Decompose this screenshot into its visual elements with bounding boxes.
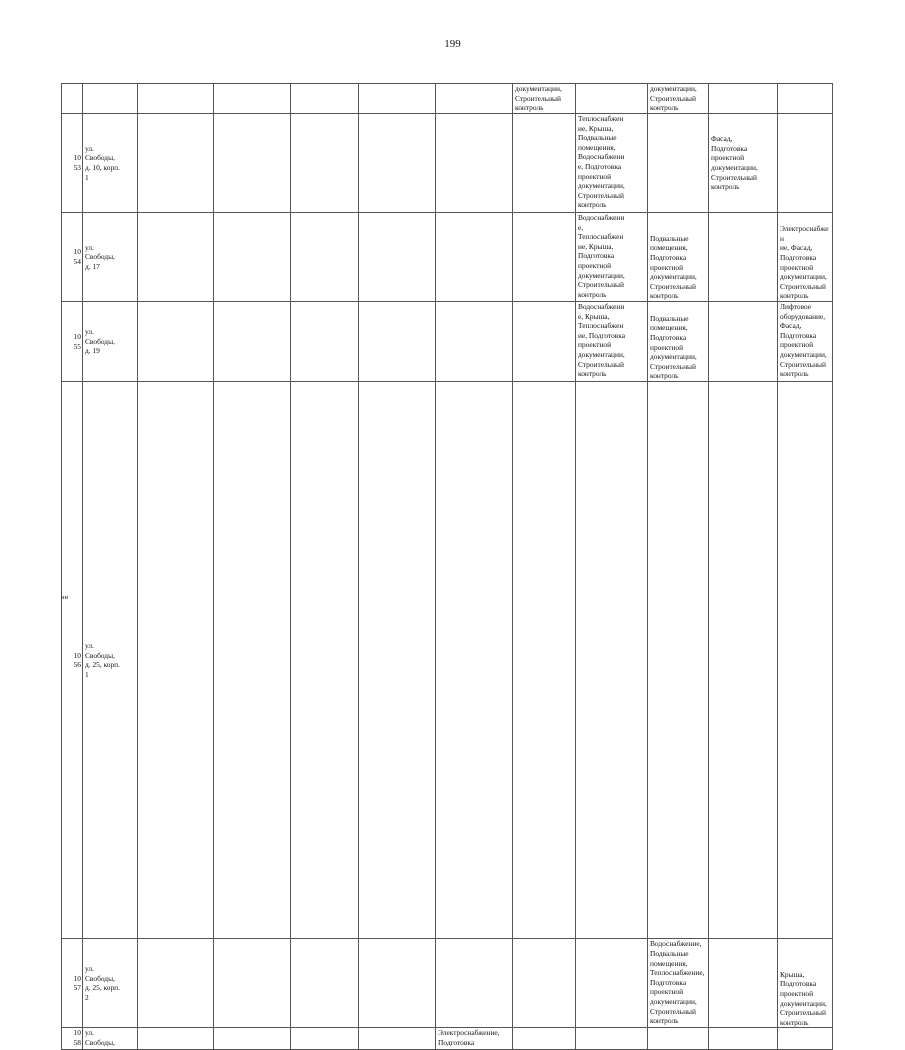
address-cell: ул. Свободы, bbox=[83, 1028, 138, 1050]
work-type-cell: Электроснабжение, Подготовка bbox=[436, 1028, 513, 1050]
work-type-cell: Фасад, Подготовка проектной документации, Строительный контроль bbox=[709, 114, 778, 213]
footer-mark: нн bbox=[61, 594, 68, 601]
work-type-cell: Крыша, Подготовка проектной документации, Строительный контроль bbox=[778, 939, 833, 1028]
work-type-cell bbox=[436, 302, 513, 382]
address-cell: ул. Свободы, д. 17 bbox=[83, 213, 138, 302]
work-type-cell bbox=[709, 213, 778, 302]
work-type-cell bbox=[214, 382, 291, 939]
work-type-cell: Теплоснабжен ие, Крыша, Подвальные помещения, Водоснабжени е, Подготовка проектной документации, Строительный контроль bbox=[576, 114, 648, 213]
row-number-cell: 10 58 bbox=[62, 1028, 83, 1050]
table-row bbox=[62, 382, 833, 939]
work-type-cell bbox=[513, 302, 576, 382]
work-type-cell bbox=[576, 84, 648, 114]
table-row bbox=[62, 939, 833, 1028]
work-type-cell bbox=[778, 84, 833, 114]
work-type-cell bbox=[576, 1028, 648, 1050]
work-type-cell bbox=[648, 382, 709, 939]
work-type-cell bbox=[778, 114, 833, 213]
table-row bbox=[62, 114, 833, 213]
address-cell bbox=[83, 84, 138, 114]
work-type-cell bbox=[436, 939, 513, 1028]
work-type-cell bbox=[138, 382, 214, 939]
row-number-cell: 10 54 bbox=[62, 213, 83, 302]
work-type-cell bbox=[709, 382, 778, 939]
row-number-cell: 10 53 bbox=[62, 114, 83, 213]
work-type-cell bbox=[513, 114, 576, 213]
table-row bbox=[62, 213, 833, 302]
row-number-cell: 10 57 bbox=[62, 939, 83, 1028]
work-type-cell bbox=[138, 939, 214, 1028]
work-type-cell bbox=[291, 302, 359, 382]
work-type-cell bbox=[778, 382, 833, 939]
work-type-cell: Водоснабжени е, Крыша, Теплоснабжен ие, Подготовка проектной документации, Строительный контроль bbox=[576, 302, 648, 382]
work-type-cell bbox=[513, 939, 576, 1028]
work-type-cell bbox=[138, 1028, 214, 1050]
work-type-cell bbox=[291, 382, 359, 939]
work-type-cell bbox=[359, 302, 436, 382]
work-type-cell bbox=[436, 382, 513, 939]
work-type-cell bbox=[214, 84, 291, 114]
work-type-cell bbox=[576, 939, 648, 1028]
work-type-cell bbox=[709, 84, 778, 114]
work-type-cell bbox=[436, 213, 513, 302]
repair-schedule-table bbox=[61, 83, 833, 1050]
work-type-cell: документации, Строительный контроль bbox=[513, 84, 576, 114]
work-type-cell bbox=[709, 939, 778, 1028]
work-type-cell bbox=[138, 84, 214, 114]
work-type-cell bbox=[648, 114, 709, 213]
work-type-cell bbox=[214, 939, 291, 1028]
table-row bbox=[62, 84, 833, 114]
work-type-cell bbox=[576, 382, 648, 939]
work-type-cell bbox=[359, 1028, 436, 1050]
work-type-cell: Электроснабжен ие, Фасад, Подготовка проектной документации, Строительный контроль bbox=[778, 213, 833, 302]
work-type-cell bbox=[138, 114, 214, 213]
work-type-cell bbox=[513, 382, 576, 939]
work-type-cell bbox=[214, 213, 291, 302]
work-type-cell bbox=[291, 213, 359, 302]
work-type-cell bbox=[291, 84, 359, 114]
work-type-cell bbox=[359, 213, 436, 302]
work-type-cell: Водоснабжение, Подвальные помещения, Теплоснабжение, Подготовка проектной документации, Строительный контроль bbox=[648, 939, 709, 1028]
work-type-cell bbox=[359, 84, 436, 114]
work-type-cell bbox=[291, 1028, 359, 1050]
work-type-cell: Лифтовое оборудование, Фасад, Подготовка проектной документации, Строительный контроль bbox=[778, 302, 833, 382]
address-cell: ул. Свободы, д. 19 bbox=[83, 302, 138, 382]
page-number: 199 bbox=[444, 38, 461, 50]
work-type-cell bbox=[138, 213, 214, 302]
work-type-cell: документации, Строительный контроль bbox=[648, 84, 709, 114]
work-type-cell bbox=[436, 114, 513, 213]
work-type-cell bbox=[513, 213, 576, 302]
work-type-cell: Водоснабжени е, Теплоснабжен ие, Крыша, Подготовка проектной документации, Строительный контроль bbox=[576, 213, 648, 302]
row-number-cell bbox=[62, 84, 83, 114]
address-cell: ул. Свободы, д. 25, корп. 2 bbox=[83, 939, 138, 1028]
row-number-cell: 10 56 bbox=[62, 382, 83, 939]
work-type-cell bbox=[709, 302, 778, 382]
work-type-cell bbox=[648, 1028, 709, 1050]
work-type-cell: Подвальные помещения, Подготовка проектной документации, Строительный контроль bbox=[648, 302, 709, 382]
address-cell: ул. Свободы, д. 10, корп. 1 bbox=[83, 114, 138, 213]
work-type-cell bbox=[436, 84, 513, 114]
work-type-cell bbox=[291, 114, 359, 213]
address-cell: ул. Свободы, д. 25, корп. 1 bbox=[83, 382, 138, 939]
work-type-cell bbox=[138, 302, 214, 382]
work-type-cell bbox=[359, 939, 436, 1028]
table-row bbox=[62, 302, 833, 382]
work-type-cell bbox=[291, 939, 359, 1028]
work-type-cell bbox=[709, 1028, 778, 1050]
work-type-cell bbox=[214, 302, 291, 382]
work-type-cell bbox=[359, 382, 436, 939]
table-row bbox=[62, 1028, 833, 1050]
work-type-cell bbox=[359, 114, 436, 213]
row-number-cell: 10 55 bbox=[62, 302, 83, 382]
work-type-cell bbox=[214, 114, 291, 213]
work-type-cell: Подвальные помещения, Подготовка проектной документации, Строительный контроль bbox=[648, 213, 709, 302]
work-type-cell bbox=[513, 1028, 576, 1050]
work-type-cell bbox=[214, 1028, 291, 1050]
work-type-cell bbox=[778, 1028, 833, 1050]
